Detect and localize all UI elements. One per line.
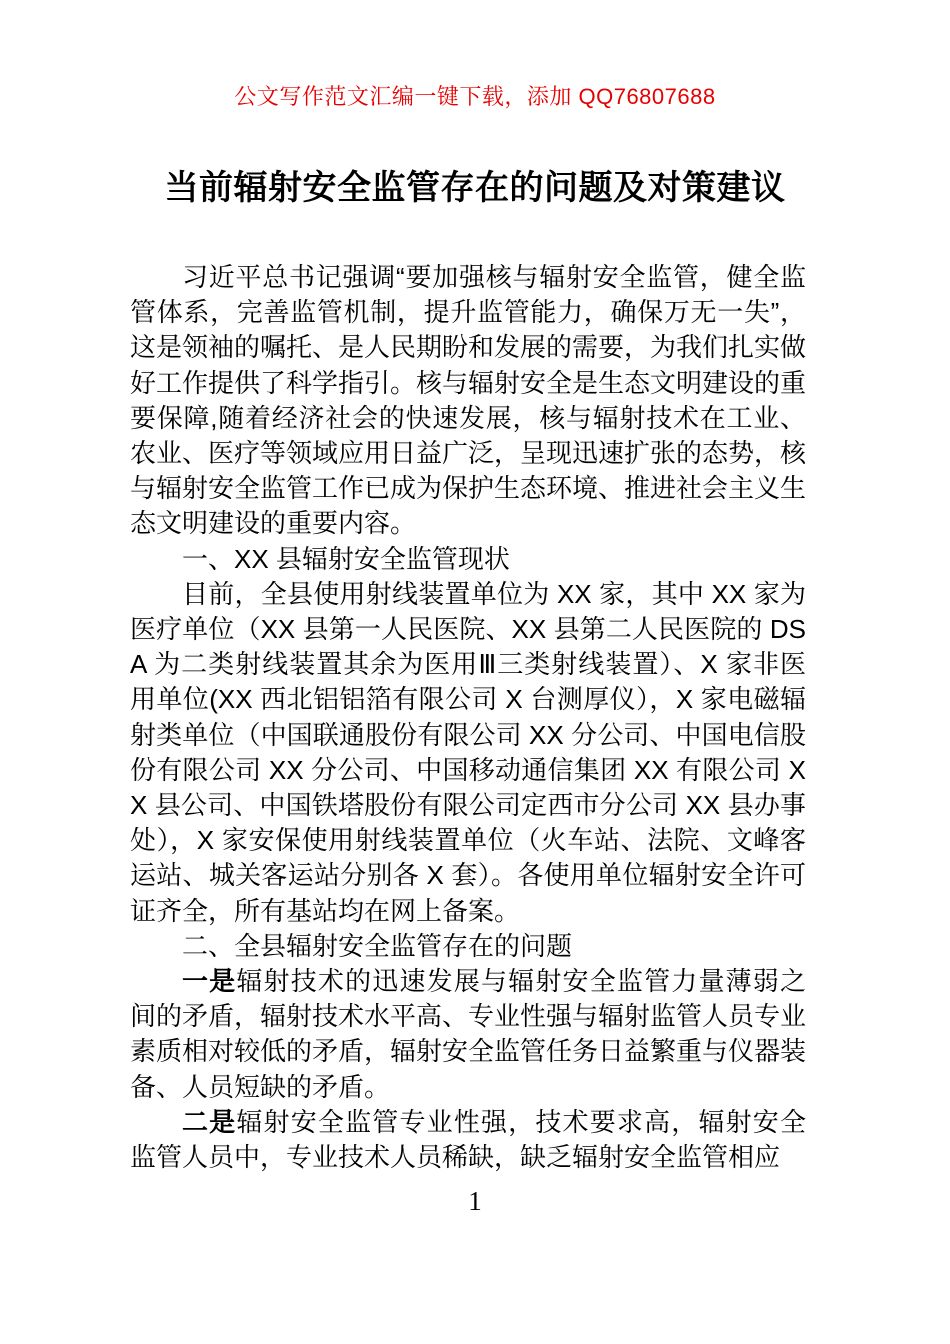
paragraph-lead: 二是 bbox=[182, 1106, 237, 1137]
paragraph: 一是辐射技术的迅速发展与辐射安全监管力量薄弱之间的矛盾，辐射技术水平高、专业性强与辐射监管人员专业素质相对较低的矛盾，辐射安全监管任务日益繁重与仪器装备、人员短缺的矛盾。 bbox=[130, 966, 807, 1102]
paragraph: 目前，全县使用射线装置单位为 XX 家，其中 XX 家为医疗单位（XX 县第一人民医院、XX 县第二人民医院的 DSA 为二类射线装置其余为医用Ⅲ三类射线装置）、X 家非医用单位(XX 西北铝铝箔有限公司 X 台测厚仪），X 家电磁辐射类单位（中国联通股份有限公司 XX 分公司、中国电信股份有限公司 XX 分公司、中国移动通信集团 XX 有限公司 XX 县公司、中国铁塔股份有限公司定西市分公司 XX 县办事处），X 家安保使用射线装置单位（火车站、法院、文峰客运站、城关客运站分别各 X 套）。各使用单位辐射安全许可证齐全，所有基站均在网上备案。 bbox=[130, 578, 806, 926]
header-notice: 公文写作范文汇编一键下载，添加 QQ76807688 bbox=[234, 84, 716, 109]
page-number: 1 bbox=[468, 1186, 482, 1216]
section-heading: 二、全县辐射安全监管存在的问题 bbox=[182, 930, 573, 961]
paragraph: 习近平总书记强调“要加强核与辐射安全监管，健全监管体系，完善监管机制，提升监管能力，确保万无一失”，这是领袖的嘱托、是人民期盼和发展的需要，为我们扎实做好工作提供了科学指引。核与辐射安全是生态文明建设的重要保障,随着经济社会的快速发展，核与辐射技术在工业、农业、医疗等领域应用日益广泛，呈现迅速扩张的态势，核与辐射安全监管工作已成为保护生态环境、推进社会主义生态文明建设的重要内容。 bbox=[130, 262, 807, 539]
document-title: 当前辐射安全监管存在的问题及对策建议 bbox=[164, 169, 786, 207]
section-heading: 一、XX 县辐射安全监管现状 bbox=[182, 543, 510, 574]
paragraph: 二是辐射安全监管专业性强，技术要求高，辐射安全监管人员中，专业技术人员稀缺，缺乏辐射安全监管相应 bbox=[130, 1106, 806, 1173]
document-body bbox=[130, 260, 806, 1175]
paragraph-lead: 一是 bbox=[182, 966, 237, 997]
